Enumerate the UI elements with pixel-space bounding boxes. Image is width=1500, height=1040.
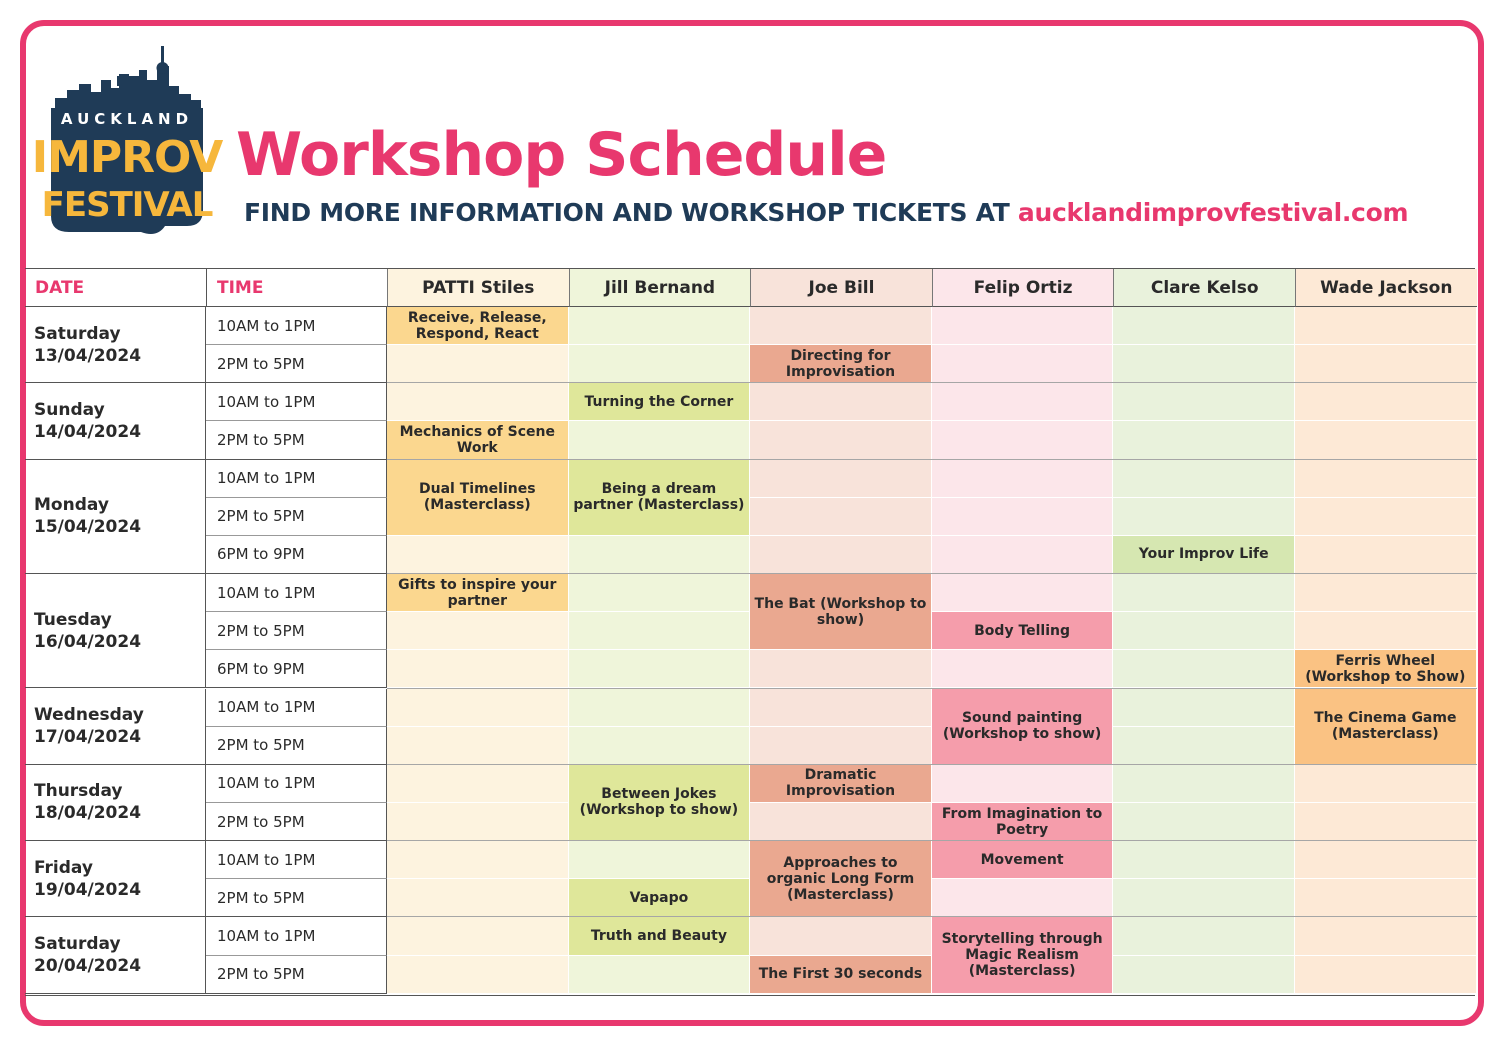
- logo-graphic: [31, 40, 223, 245]
- time-slot-cell: 2PM to 5PM: [206, 498, 387, 536]
- empty-slot: [569, 345, 751, 383]
- day-date: 14/04/2024: [34, 421, 142, 442]
- time-slot-cell: 2PM to 5PM: [206, 612, 387, 650]
- date-column-header: DATE: [25, 269, 206, 307]
- empty-slot: [1295, 574, 1477, 612]
- instructor-header: Felip Ortiz: [932, 269, 1114, 307]
- empty-slot: [750, 383, 932, 421]
- empty-slot: [569, 536, 751, 574]
- workshop-block[interactable]: Ferris Wheel (Workshop to Show): [1295, 650, 1477, 688]
- day-date: 16/04/2024: [34, 631, 142, 652]
- empty-slot: [1113, 498, 1295, 536]
- empty-slot: [569, 421, 751, 459]
- empty-slot: [932, 421, 1114, 459]
- empty-slot: [1113, 803, 1295, 841]
- workshop-block[interactable]: Vapapo: [569, 879, 751, 917]
- empty-slot: [1113, 650, 1295, 688]
- workshop-block[interactable]: Sound painting (Workshop to show): [932, 689, 1114, 765]
- empty-slot: [1113, 345, 1295, 383]
- date-cell: [25, 917, 206, 993]
- subtitle-text: FIND MORE INFORMATION AND WORKSHOP TICKETS AT: [244, 198, 1010, 227]
- empty-slot: [1295, 765, 1477, 803]
- workshop-block[interactable]: The First 30 seconds: [750, 956, 932, 994]
- time-slot-cell: 10AM to 1PM: [206, 917, 387, 955]
- day-date: 15/04/2024: [34, 517, 142, 538]
- time-slot-cell: 10AM to 1PM: [206, 383, 387, 421]
- empty-slot: [1113, 956, 1295, 994]
- day-divider: [387, 764, 1477, 765]
- empty-slot: [750, 650, 932, 688]
- day-name: Thursday: [34, 781, 123, 802]
- instructor-header: Joe Bill: [750, 269, 932, 307]
- empty-slot: [932, 498, 1114, 536]
- day-name: Friday: [34, 857, 93, 878]
- day-name: Tuesday: [34, 609, 112, 630]
- workshop-block[interactable]: Approaches to organic Long Form (Masterclass): [750, 841, 932, 917]
- day-date: 18/04/2024: [34, 803, 142, 824]
- empty-slot: [932, 879, 1114, 917]
- empty-slot: [387, 536, 569, 574]
- empty-slot: [1295, 345, 1477, 383]
- empty-slot: [1113, 612, 1295, 650]
- day-divider: [387, 382, 1477, 383]
- workshop-block[interactable]: Your Improv Life: [1113, 536, 1295, 574]
- time-slot-cell: 10AM to 1PM: [206, 765, 387, 803]
- empty-slot: [750, 727, 932, 765]
- date-cell: [25, 460, 206, 574]
- workshop-block[interactable]: Receive, Release, Respond, React: [387, 307, 569, 345]
- date-cell: [25, 383, 206, 459]
- time-slot-cell: 10AM to 1PM: [206, 841, 387, 879]
- empty-slot: [387, 383, 569, 421]
- empty-slot: [387, 727, 569, 765]
- day-name: Monday: [34, 495, 109, 516]
- time-slot-cell: 2PM to 5PM: [206, 727, 387, 765]
- date-cell: [25, 689, 206, 765]
- empty-slot: [1295, 421, 1477, 459]
- empty-slot: [932, 650, 1114, 688]
- empty-slot: [1113, 841, 1295, 879]
- date-cell: [25, 841, 206, 917]
- empty-slot: [569, 612, 751, 650]
- empty-slot: [1295, 307, 1477, 345]
- workshop-block[interactable]: Mechanics of Scene Work: [387, 421, 569, 459]
- day-divider: [387, 840, 1477, 841]
- empty-slot: [750, 307, 932, 345]
- empty-slot: [387, 803, 569, 841]
- empty-slot: [569, 689, 751, 727]
- day-divider: [387, 459, 1477, 460]
- time-slot-cell: 6PM to 9PM: [206, 536, 387, 574]
- empty-slot: [387, 612, 569, 650]
- empty-slot: [1295, 383, 1477, 421]
- time-slot-cell: 2PM to 5PM: [206, 421, 387, 459]
- date-cell: [25, 574, 206, 688]
- time-slot-cell: 2PM to 5PM: [206, 345, 387, 383]
- empty-slot: [1113, 421, 1295, 459]
- empty-slot: [387, 689, 569, 727]
- empty-slot: [1295, 879, 1477, 917]
- empty-slot: [1113, 460, 1295, 498]
- time-slot-cell: 2PM to 5PM: [206, 803, 387, 841]
- day-divider: [387, 573, 1477, 574]
- day-name: Saturday: [34, 323, 121, 344]
- festival-logo: [31, 40, 223, 245]
- svg-text:AUCKLAND: AUCKLAND: [60, 110, 194, 128]
- empty-slot: [750, 498, 932, 536]
- workshop-block[interactable]: Storytelling through Magic Realism (Masterclass): [932, 917, 1114, 993]
- empty-slot: [569, 841, 751, 879]
- empty-slot: [932, 460, 1114, 498]
- time-slot-cell: 10AM to 1PM: [206, 574, 387, 612]
- day-date: 19/04/2024: [34, 879, 142, 900]
- workshop-block[interactable]: Directing for Improvisation: [750, 345, 932, 383]
- empty-slot: [932, 307, 1114, 345]
- day-name: Wednesday: [34, 705, 144, 726]
- schedule-table: [25, 268, 1475, 996]
- day-name: Saturday: [34, 934, 121, 955]
- date-cell: [25, 765, 206, 841]
- instructor-header: Jill Bernand: [569, 269, 751, 307]
- empty-slot: [750, 421, 932, 459]
- time-slot-cell: 10AM to 1PM: [206, 689, 387, 727]
- instructor-header: Wade Jackson: [1295, 269, 1477, 307]
- day-date: 13/04/2024: [34, 345, 142, 366]
- empty-slot: [569, 956, 751, 994]
- empty-slot: [387, 879, 569, 917]
- empty-slot: [932, 765, 1114, 803]
- page-title: Workshop Schedule: [236, 120, 887, 190]
- festival-website-link[interactable]: aucklandimprovfestival.com: [1017, 198, 1409, 227]
- empty-slot: [1113, 879, 1295, 917]
- empty-slot: [387, 650, 569, 688]
- empty-slot: [387, 956, 569, 994]
- workshop-block[interactable]: Gifts to inspire your partner: [387, 574, 569, 612]
- empty-slot: [1113, 917, 1295, 955]
- empty-slot: [750, 803, 932, 841]
- empty-slot: [387, 345, 569, 383]
- day-divider: [387, 688, 1477, 689]
- empty-slot: [1113, 765, 1295, 803]
- day-name: Sunday: [34, 399, 105, 420]
- empty-slot: [750, 460, 932, 498]
- workshop-block[interactable]: Being a dream partner (Masterclass): [569, 460, 751, 536]
- time-slot-cell: 2PM to 5PM: [206, 956, 387, 994]
- page-subtitle: [244, 198, 1408, 227]
- empty-slot: [387, 765, 569, 803]
- empty-slot: [750, 536, 932, 574]
- empty-slot: [1113, 727, 1295, 765]
- workshop-block[interactable]: Between Jokes (Workshop to show): [569, 765, 751, 841]
- day-divider: [387, 916, 1477, 917]
- time-slot-cell: 10AM to 1PM: [206, 307, 387, 345]
- time-slot-cell: 6PM to 9PM: [206, 650, 387, 688]
- empty-slot: [1113, 307, 1295, 345]
- date-cell: [25, 307, 206, 383]
- workshop-block[interactable]: Dramatic Improvisation: [750, 765, 932, 803]
- empty-slot: [569, 727, 751, 765]
- time-slot-cell: 10AM to 1PM: [206, 460, 387, 498]
- empty-slot: [1295, 803, 1477, 841]
- time-column-header: TIME: [206, 269, 387, 307]
- day-date: 20/04/2024: [34, 956, 142, 977]
- svg-text:FESTIVAL: FESTIVAL: [41, 185, 213, 225]
- workshop-block[interactable]: The Cinema Game (Masterclass): [1295, 689, 1477, 765]
- workshop-block[interactable]: Turning the Corner: [569, 383, 751, 421]
- empty-slot: [387, 841, 569, 879]
- empty-slot: [932, 574, 1114, 612]
- empty-slot: [932, 536, 1114, 574]
- time-slot-cell: 2PM to 5PM: [206, 879, 387, 917]
- instructor-header: PATTI Stiles: [387, 269, 569, 307]
- workshop-block[interactable]: Truth and Beauty: [569, 917, 751, 955]
- empty-slot: [1295, 460, 1477, 498]
- empty-slot: [1113, 689, 1295, 727]
- empty-slot: [569, 307, 751, 345]
- empty-slot: [387, 917, 569, 955]
- workshop-block[interactable]: Movement: [932, 841, 1114, 879]
- empty-slot: [750, 917, 932, 955]
- empty-slot: [1295, 612, 1477, 650]
- empty-slot: [932, 383, 1114, 421]
- empty-slot: [569, 574, 751, 612]
- workshop-block[interactable]: Dual Timelines (Masterclass): [387, 460, 569, 536]
- empty-slot: [569, 650, 751, 688]
- empty-slot: [932, 345, 1114, 383]
- empty-slot: [750, 689, 932, 727]
- workshop-block[interactable]: From Imagination to Poetry: [932, 803, 1114, 841]
- empty-slot: [1295, 917, 1477, 955]
- empty-slot: [1295, 536, 1477, 574]
- empty-slot: [1295, 841, 1477, 879]
- empty-slot: [1295, 498, 1477, 536]
- instructor-header: Clare Kelso: [1113, 269, 1295, 307]
- svg-text:IMPROV: IMPROV: [31, 132, 223, 183]
- day-date: 17/04/2024: [34, 727, 142, 748]
- empty-slot: [1295, 956, 1477, 994]
- empty-slot: [1113, 383, 1295, 421]
- workshop-block[interactable]: The Bat (Workshop to show): [750, 574, 932, 650]
- empty-slot: [1113, 574, 1295, 612]
- workshop-block[interactable]: Body Telling: [932, 612, 1114, 650]
